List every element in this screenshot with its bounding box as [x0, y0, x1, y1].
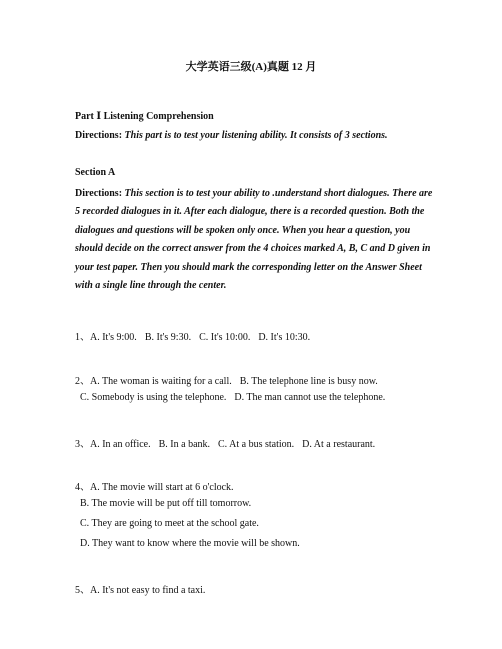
document-title: 大学英语三级(A)真题 12 月: [185, 61, 317, 73]
question-2: [75, 372, 378, 387]
question-3: [75, 435, 375, 450]
option-b: B. The telephone line is busy now.: [239, 376, 378, 387]
option-b: B. In a bank.: [158, 439, 211, 450]
section-a-directions-text: This section is to test your ability to .understand short dialogues. There are 5 recorded dialogues in it. After each dialogue, there is a recorded question. Both the dialogues and questions will be spoken only once. When you hear a question, you should decide on the correct answer from the 4 choices marked A, B, C and D given in your test paper. Then you should mark the corresponding letter on the Answer Sheet with a single line through the center.: [75, 188, 433, 292]
option-a: A. The movie will start at 6 o'clock.: [90, 482, 234, 493]
section-a-directions: [75, 185, 437, 295]
question-4: [75, 478, 234, 493]
option-c: C. It's 10:00.: [199, 332, 251, 343]
option-b: B. It's 9:30.: [144, 332, 192, 343]
option-a: A. It's not easy to find a taxi.: [90, 585, 206, 596]
question-number: 5、: [75, 585, 90, 596]
part1-prefix: Part: [75, 111, 94, 122]
part1-roman: Ⅰ: [96, 111, 102, 122]
option-d: D. At a restaurant.: [302, 439, 376, 450]
option-a: A. In an office.: [90, 439, 151, 450]
question-4-option-d: D. They want to know where the movie will be shown.: [80, 538, 300, 549]
option-a: A. It's 9:00.: [90, 332, 137, 343]
part1-directions-label: Directions:: [75, 130, 125, 141]
part1-title: Listening Comprehension: [103, 111, 214, 122]
option-d: D. It's 10:30.: [258, 332, 311, 343]
section-a-heading: Section A: [75, 167, 116, 178]
question-number: 2、: [75, 376, 90, 387]
part1-directions-text: This part is to test your listening ability. It consists of 3 sections.: [124, 130, 388, 141]
question-number: 1、: [75, 332, 90, 343]
option-c: C. At a bus station.: [218, 439, 295, 450]
section-a-directions-label: Directions:: [75, 188, 125, 199]
question-5: [75, 581, 205, 596]
part1-heading: [75, 111, 435, 122]
option-c: C. Somebody is using the telephone.: [80, 392, 227, 403]
option-d: D. The man cannot use the telephone.: [234, 392, 386, 403]
question-number: 3、: [75, 439, 90, 450]
question-2-line-2: [80, 392, 385, 403]
question-1: [75, 328, 310, 343]
option-a: A. The woman is waiting for a call.: [90, 376, 232, 387]
part1-directions: [75, 130, 435, 141]
question-4-option-b: B. The movie will be put off till tomorrow.: [80, 498, 252, 509]
question-4-option-c: C. They are going to meet at the school gate.: [80, 518, 259, 529]
question-number: 4、: [75, 482, 90, 493]
